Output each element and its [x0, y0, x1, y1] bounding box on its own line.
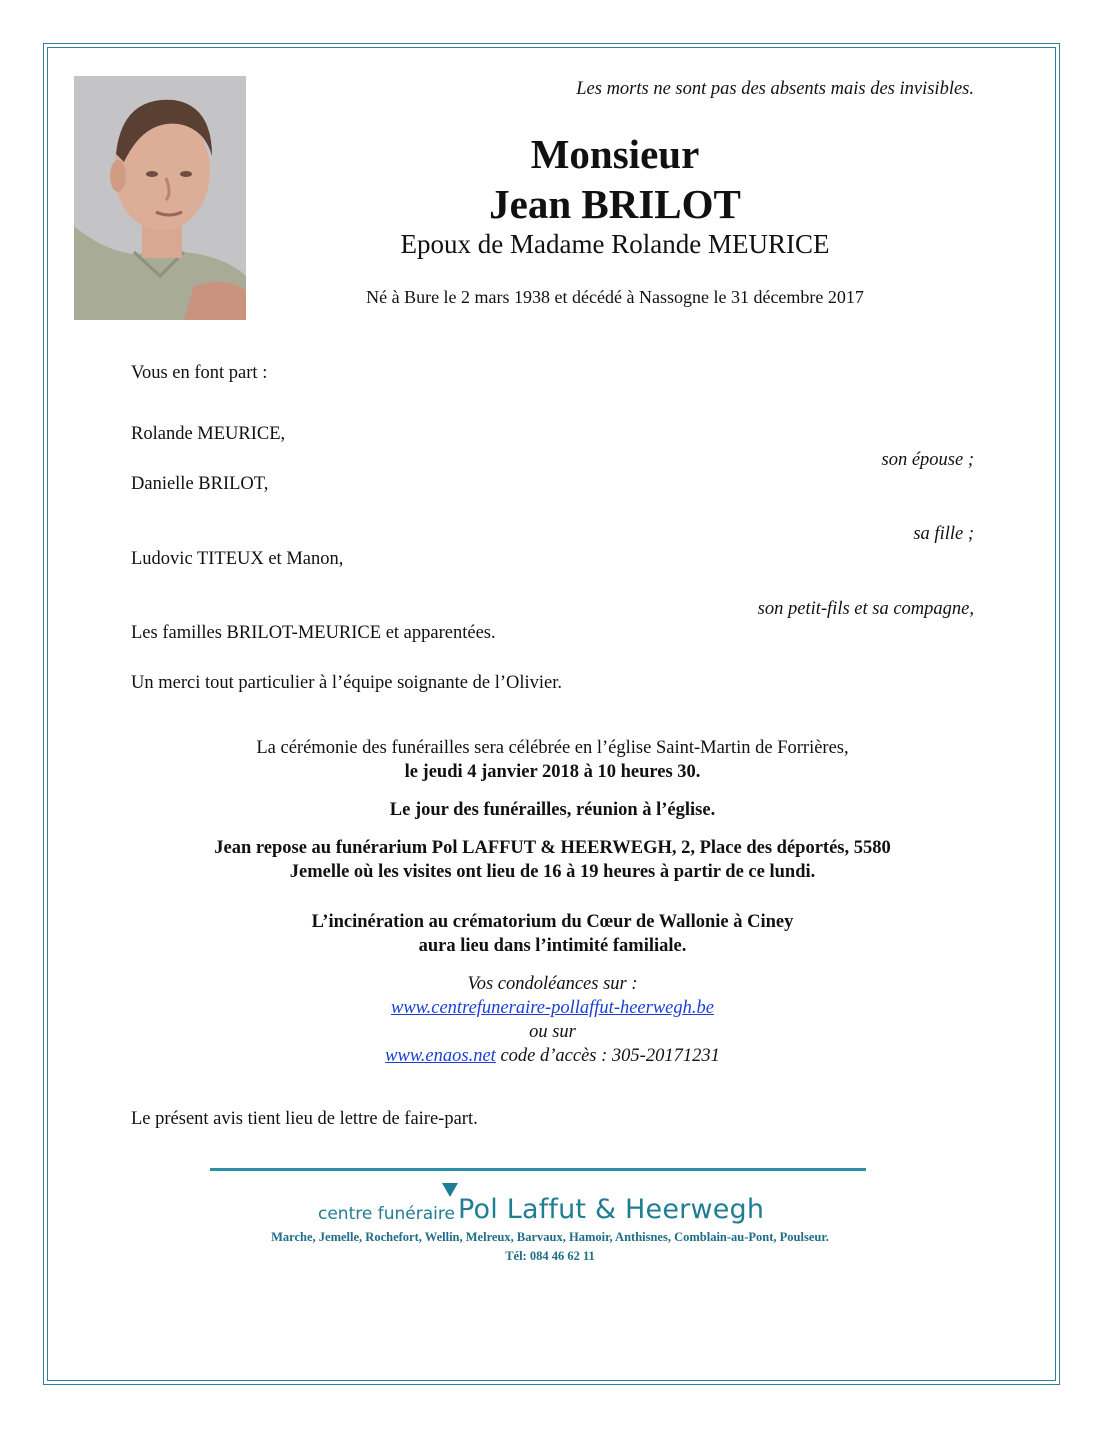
- condolences-or: ou sur: [529, 1022, 576, 1042]
- family-relation-1: son épouse ;: [881, 450, 974, 470]
- access-code: code d’accès : 305-20171231: [495, 1046, 720, 1066]
- condolences-link-2[interactable]: www.enaos.net: [385, 1046, 496, 1066]
- ceremony-date: le jeudi 4 janvier 2018 à 10 heures 30.: [404, 762, 701, 782]
- footer-locations: Marche, Jemelle, Rochefort, Wellin, Melreux, Barvaux, Hamoir, Anthisnes, Comblain-au-Pont, Poulseur.: [271, 1230, 829, 1244]
- epigraph: Les morts ne sont pas des absents mais des invisibles.: [576, 79, 974, 99]
- honorific: Monsieur: [530, 131, 700, 177]
- family-relation-2: sa fille ;: [913, 524, 974, 544]
- portrait-photo: [74, 76, 246, 320]
- condolences-label: Vos condoléances sur :: [467, 974, 638, 994]
- footer-rule: [210, 1168, 866, 1171]
- funerarium-line-1: Jean repose au funérarium Pol LAFFUT & HEERWEGH, 2, Place des déportés, 5580: [214, 838, 891, 858]
- logo-triangle-icon: [442, 1183, 458, 1197]
- deceased-name: Jean BRILOT: [489, 181, 741, 227]
- meeting-text: Le jour des funérailles, réunion à l’église.: [389, 800, 716, 820]
- birth-death-line: Né à Bure le 2 mars 1938 et décédé à Nassogne le 31 décembre 2017: [366, 287, 864, 307]
- funerarium-line-2: Jemelle où les visites ont lieu de 16 à 19 heures à partir de ce lundi.: [289, 862, 816, 882]
- family-name-1: Rolande MEURICE,: [131, 424, 286, 444]
- family-relation-3: son petit-fils et sa compagne,: [757, 599, 974, 619]
- spouse-line: Epoux de Madame Rolande MEURICE: [400, 229, 830, 259]
- logo-brand-text: Pol Laffut & Heerwegh: [458, 1194, 765, 1225]
- condolences-block: [120, 972, 985, 1068]
- family-name-3: Ludovic TITEUX et Manon,: [131, 549, 344, 569]
- closing-text: Le présent avis tient lieu de lettre de faire-part.: [131, 1109, 478, 1129]
- condolences-link-1[interactable]: www.centrefuneraire-pollaffut-heerwegh.be: [390, 998, 714, 1018]
- logo-small-text: centre funéraire: [318, 1204, 455, 1224]
- funerarium-block: [120, 836, 985, 884]
- ceremony-line-1: La cérémonie des funérailles sera célébrée en l’église Saint-Martin de Forrières,: [256, 738, 849, 758]
- footer-phone: Tél: 084 46 62 11: [505, 1249, 595, 1263]
- ceremony-block: [120, 736, 985, 784]
- family-name-2: Danielle BRILOT,: [131, 474, 269, 494]
- intro-text: Vous en font part :: [131, 363, 268, 383]
- cremation-line-2: aura lieu dans l’intimité familiale.: [418, 936, 687, 956]
- family-name-4: Les familles BRILOT-MEURICE et apparentées.: [131, 623, 496, 643]
- cremation-block: [120, 910, 985, 958]
- cremation-line-1: L’incinération au crématorium du Cœur de Wallonie à Ciney: [311, 912, 794, 932]
- thanks-text: Un merci tout particulier à l’équipe soignante de l’Olivier.: [131, 673, 563, 693]
- funeral-home-logo: [230, 1188, 870, 1228]
